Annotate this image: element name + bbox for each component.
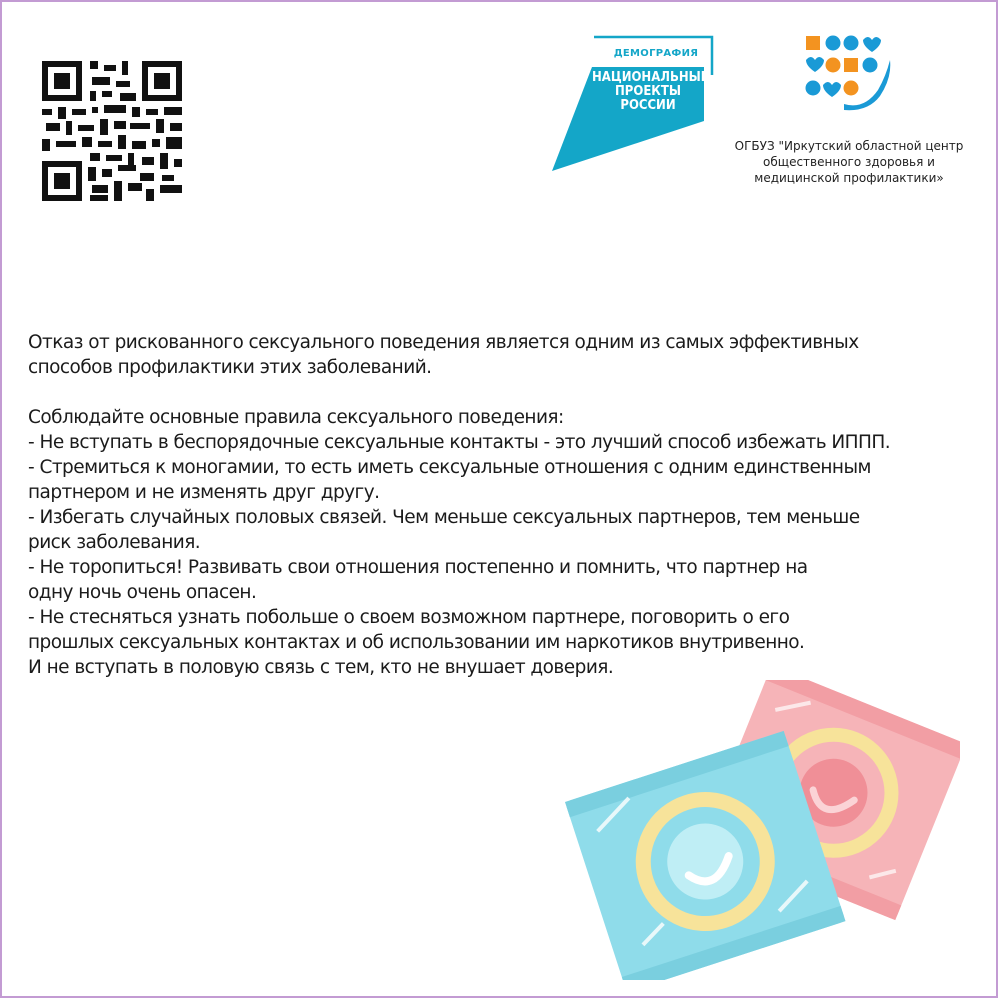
rule-line: - Не стесняться узнать побольше о своем возможном партнере, поговорить о его: [28, 607, 790, 628]
national-projects-title: НАЦИОНАЛЬНЫЕ ПРОЕКТЫ РОССИИ: [592, 70, 709, 113]
intro-line: способов профилактики этих заболеваний.: [28, 357, 432, 378]
demography-title: ДЕМОГРАФИЯ: [613, 48, 699, 59]
organization-name: ОГБУЗ "Иркутский областной центр общественного здоровья и медицинской профилактики»: [734, 139, 964, 185]
rule-line: И не вступать в половую связь с тем, кто не внушает доверия.: [28, 657, 614, 678]
condom-packets-illustration: [560, 680, 960, 980]
intro-line: Отказ от рискованного сексуального поведения является одним из самых эффективных: [28, 332, 859, 353]
rule-line: одну ночь очень опасен.: [28, 582, 257, 603]
rule-line: - Избегать случайных половых связей. Чем меньше сексуальных партнеров, тем меньше: [28, 507, 860, 528]
rule-line: - Не вступать в беспорядочные сексуальные контакты - это лучший способ избежать ИППП.: [28, 432, 891, 453]
rule-line: риск заболевания.: [28, 532, 201, 553]
qr-code[interactable]: [42, 61, 182, 201]
health-center-logo[interactable]: [800, 30, 895, 120]
prevention-text: [28, 330, 988, 680]
rule-line: - Стремиться к моногамии, то есть иметь сексуальные отношения с одним единственным: [28, 457, 871, 478]
rule-line: партнером и не изменять друг другу.: [28, 482, 380, 503]
rule-line: - Не торопиться! Развивать свои отношения постепенно и помнить, что партнер на: [28, 557, 808, 578]
national-projects-logo[interactable]: [542, 33, 718, 173]
rule-line: прошлых сексуальных контактах и об использовании им наркотиков внутривенно.: [28, 632, 805, 653]
rules-title: Соблюдайте основные правила сексуального поведения:: [28, 407, 564, 428]
